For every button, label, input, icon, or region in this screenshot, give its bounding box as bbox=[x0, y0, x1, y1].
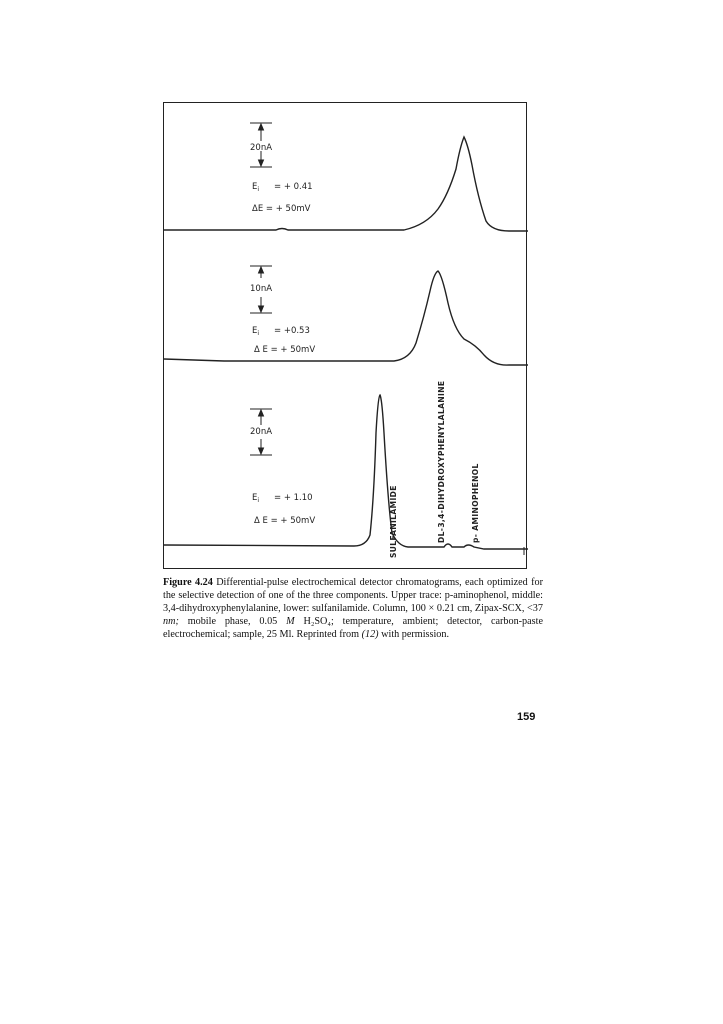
figure-caption bbox=[163, 576, 543, 641]
upper-ei-label: $E_i$ bbox=[252, 182, 260, 193]
caption-ref: (12) bbox=[361, 629, 379, 640]
upper-trace-group bbox=[164, 123, 528, 231]
caption-molar: M bbox=[286, 616, 295, 627]
caption-nm: nm; bbox=[163, 616, 179, 627]
chromatogram-figure bbox=[163, 102, 527, 569]
lower-scale-label: 20nA bbox=[250, 427, 273, 437]
lower-delta-e-label: Δ E = + 50mV bbox=[254, 516, 316, 526]
page-number: 159 bbox=[517, 711, 536, 723]
peak-label-dopa: DL-3,4-DIHYDROXYPHENYLALANINE bbox=[437, 380, 446, 543]
peak-label-sulfanilamide: SULFANILAMIDE bbox=[389, 485, 398, 558]
upper-ei-value: = + 0.41 bbox=[274, 182, 313, 192]
caption-text-3: H₂SO₄; temperature, ambient; detector, carbon-paste electrochemical; sample, 25 Ml. Reprinted from bbox=[163, 616, 543, 640]
caption-text-4: with permission. bbox=[378, 629, 450, 640]
lower-ei-label: $E_i$ bbox=[252, 493, 260, 504]
upper-delta-e-label: ΔE = + 50mV bbox=[252, 204, 311, 214]
caption-text-2: mobile phase, 0.05 bbox=[178, 616, 287, 627]
middle-scale-label: 10nA bbox=[250, 284, 273, 294]
upper-trace-line bbox=[164, 137, 528, 231]
upper-scale-label: 20nA bbox=[250, 143, 273, 153]
caption-text-1: Differential-pulse electrochemical detector chromatograms, each optimized for the selective detection of one of the three components. Upper trace: p-aminophenol, middle: 3,4-dihydroxyphenylalanine, lower: sulfanilamide. Column, 100 × 0.21 cm, Zipax-SCX, <37 bbox=[163, 577, 543, 614]
peak-label-aminophenol: p- AMINOPHENOL bbox=[471, 463, 480, 543]
lower-ei-value: = + 1.10 bbox=[274, 493, 313, 503]
middle-trace-group bbox=[164, 266, 528, 365]
middle-ei-value: = +0.53 bbox=[274, 326, 310, 336]
middle-trace-line bbox=[164, 271, 528, 365]
figure-label: Figure 4.24 bbox=[163, 577, 213, 588]
middle-ei-label: $E_i$ bbox=[252, 326, 260, 337]
chromatogram-plot bbox=[164, 103, 528, 570]
middle-delta-e-label: Δ E = + 50mV bbox=[254, 345, 316, 355]
